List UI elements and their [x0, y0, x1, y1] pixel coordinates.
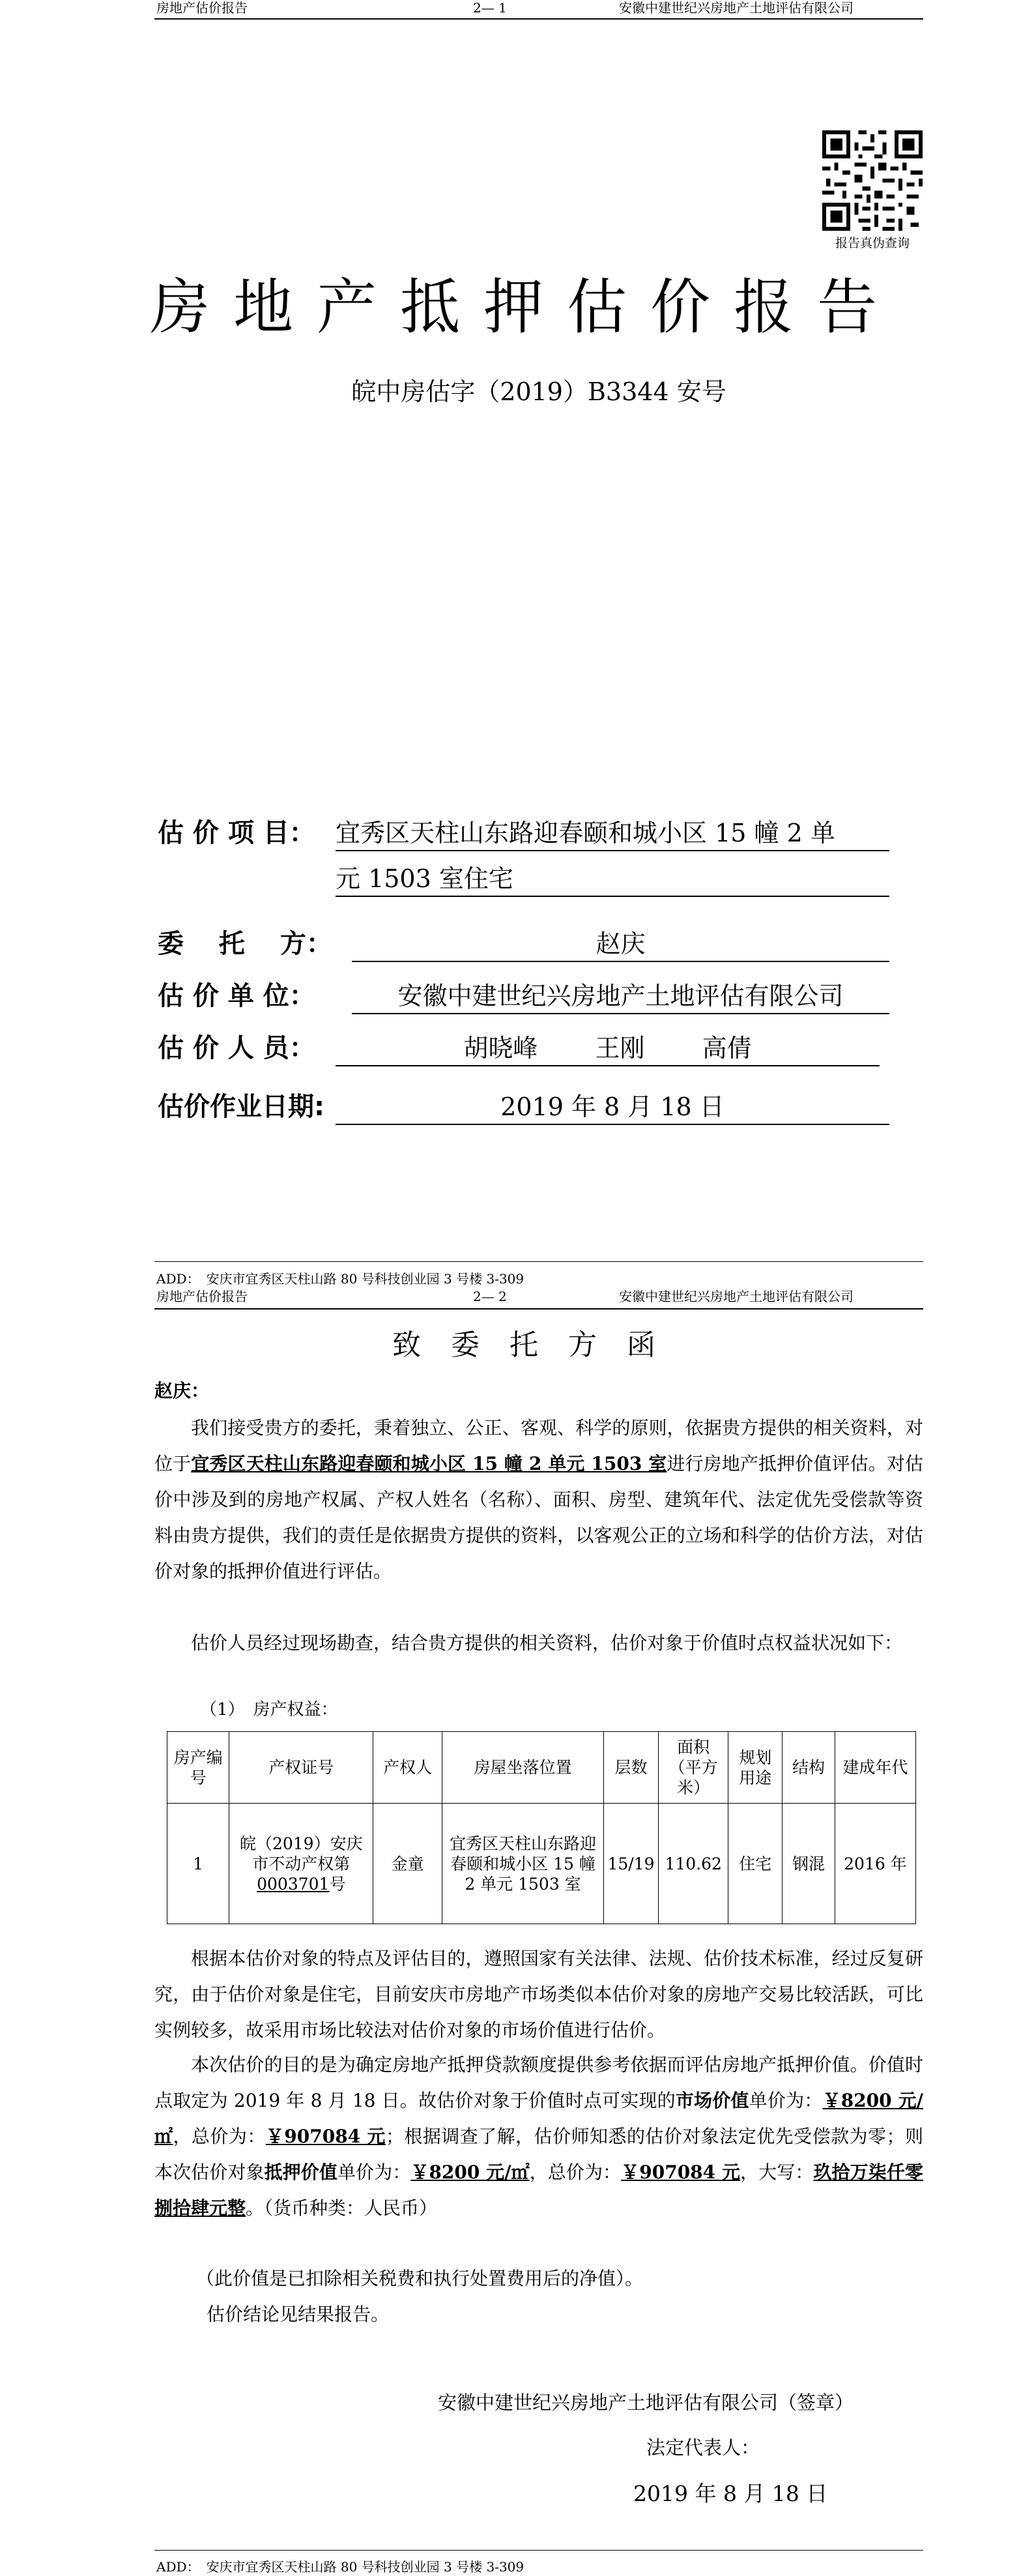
p1-text-b: 进行房地产抵押价值评估。对估价中涉及到的房地产权属、产权人姓名（名称）、面积、房型、建筑年代、法定优先受偿款等资料由贵方提供，我们的责任是依据贵方提供的资料，以客观公正的立场和科学的估价方法，对估价对象的抵押价值进行评估。 — [154, 1453, 923, 1582]
p4-mortgage-value: 抵押价值 — [264, 2161, 337, 2183]
p4-text-g: ，大写： — [740, 2161, 814, 2183]
signature-company: 安徽中建世纪兴房地产土地评估有限公司（签章） — [438, 2392, 854, 2414]
project-value-line1: 宜秀区天柱山东路迎春颐和城小区 15 幢 2 单 — [336, 816, 889, 851]
date-value: 2019 年 8 月 18 日 — [336, 1090, 889, 1125]
paragraph-1 — [154, 1410, 923, 1589]
p4-text-b: 单价为： — [749, 2090, 823, 2111]
th-area: 面积（平方米） — [658, 1732, 728, 1804]
client-label: 委 托 方： — [158, 929, 332, 959]
p1-address: 宜秀区天柱山东路迎春颐和城小区 15 幢 2 单元 1503 室 — [191, 1453, 667, 1474]
p1-text-a: 我们接受贵方的委托，秉着独立、公正、客观、科学的原则，依据贵方提供的相关资料，对位于 — [154, 1417, 923, 1474]
unit-label: 估 价 单 位： — [158, 981, 315, 1011]
report-title: 房地产抵押估价报告 — [150, 272, 901, 342]
th-floors: 层数 — [604, 1732, 659, 1804]
cell-location: 宜秀区天柱山东路迎春颐和城小区 15 幢 2 单元 1503 室 — [442, 1804, 603, 1924]
qr-caption: 报告真伪查询 — [835, 236, 910, 250]
th-owner: 产权人 — [373, 1732, 442, 1804]
salutation: 赵庆： — [154, 1380, 210, 1401]
project-label: 估 价 项 目： — [158, 818, 315, 848]
footer-rule — [154, 1261, 923, 1262]
field-project-label — [158, 816, 334, 850]
p4-market-value: 市场价值 — [675, 2090, 749, 2111]
cert-number: 0003701 — [257, 1874, 330, 1894]
paragraph-3: 根据本估价对象的特点及评估目的，遵照国家有关法律、法规、估价技术标准，经过反复研究，由于估价对象是住宅，目前安庆市房地产市场类似本估价对象的房地产交易比较活跃，可比实例较多，故采用市场比较法对估价对象的市场价值进行估价。 — [154, 1948, 923, 2041]
letter-title: 致委托方函 — [392, 1328, 685, 1362]
p4-text-c: ，总价为： — [173, 2126, 266, 2147]
p4-unit-price-2: ￥8200 元/㎡ — [410, 2161, 530, 2183]
p4-unit-price: ￥8200 元/㎡ — [154, 2090, 924, 2147]
th-structure: 结构 — [783, 1732, 835, 1804]
header-company: 安徽中建世纪兴房地产土地评估有限公司 — [619, 1289, 854, 1304]
header-page-number: 2— 1 — [473, 0, 507, 16]
report-number: 皖中房估字（2019）B3344 安号 — [351, 377, 726, 406]
cell-area: 110.62 — [658, 1804, 728, 1924]
th-no: 房产编号 — [167, 1732, 229, 1804]
property-table — [167, 1731, 916, 1924]
header-rule — [154, 18, 923, 20]
field-client — [158, 927, 334, 961]
cert-text-a: 皖（2019）安庆市不动产权第 — [239, 1834, 363, 1873]
field-date — [158, 1090, 334, 1124]
unit-value: 安徽中建世纪兴房地产土地评估有限公司 — [352, 979, 889, 1014]
p4-total: ￥907084 元 — [265, 2126, 386, 2147]
cell-cert — [229, 1804, 373, 1924]
paragraph-4 — [154, 2047, 923, 2226]
cell-floors: 15/19 — [604, 1804, 659, 1924]
qr-code-icon[interactable] — [822, 130, 923, 231]
field-appraisers — [158, 1031, 334, 1065]
table-header-row — [167, 1732, 916, 1804]
header-left: 房地产估价报告 — [156, 1289, 248, 1304]
signature-representative: 法定代表人： — [646, 2437, 760, 2459]
appraisers-value: 胡晓峰 王刚 高倩 — [336, 1031, 880, 1066]
footer-address: ADD： 安庆市宜秀区天柱山路 80 号科技创业园 3 号楼 3-309 — [156, 2559, 524, 2575]
th-cert: 产权证号 — [229, 1732, 373, 1804]
header-page-number: 2— 2 — [473, 1289, 507, 1304]
p4-text-f: ，总价为： — [529, 2161, 622, 2183]
appraisers-label: 估 价 人 员： — [158, 1033, 315, 1063]
cell-no: 1 — [167, 1804, 229, 1924]
p4-text-h: 。（货币种类：人民币） — [246, 2197, 438, 2219]
paragraph-6: 估价结论见结果报告。 — [207, 2304, 390, 2325]
footer-rule — [154, 2550, 923, 2551]
cell-year: 2016 年 — [835, 1804, 915, 1924]
header-left: 房地产估价报告 — [156, 0, 248, 16]
p4-amount-in-words: 玖拾万柒仟零捌拾肆元整 — [154, 2161, 923, 2219]
paragraph-2: 估价人员经过现场勘查，结合贵方提供的相关资料，估价对象于价值时点权益状况如下： — [191, 1632, 903, 1654]
date-label: 估价作业日期: — [158, 1092, 324, 1122]
client-value: 赵庆 — [352, 927, 889, 962]
header-company: 安徽中建世纪兴房地产土地评估有限公司 — [619, 0, 854, 16]
cell-structure: 钢混 — [783, 1804, 835, 1924]
subheading-rights: （1） 房产权益： — [200, 1700, 338, 1720]
paragraph-5: （此价值是已扣除相关税费和执行处置费用后的净值）。 — [196, 2268, 644, 2289]
signature-date: 2019 年 8 月 18 日 — [633, 2481, 828, 2506]
th-use: 规划用途 — [728, 1732, 783, 1804]
th-year: 建成年代 — [835, 1732, 915, 1804]
th-location: 房屋坐落位置 — [442, 1732, 603, 1804]
p4-text-a: 本次估价的目的是为确定房地产抵押贷款额度提供参考依据而评估房地产抵押价值。价值时点取定为 2019 年 8 月 18 日。故估价对象于价值时点可实现的 — [154, 2054, 923, 2111]
field-unit — [158, 979, 334, 1013]
cell-owner: 金童 — [373, 1804, 442, 1924]
cell-use: 住宅 — [728, 1804, 783, 1924]
table-row — [167, 1804, 916, 1924]
p4-text-e: 单价为： — [337, 2161, 411, 2183]
p4-total-2: ￥907084 元 — [621, 2161, 741, 2183]
header-rule — [154, 1308, 923, 1310]
cert-text-b: 号 — [329, 1874, 346, 1894]
p4-text-d: ；根据调查了解，估价师知悉的估价对象法定优先受偿款为零；则本次估价对象 — [154, 2126, 923, 2183]
footer-address: ADD： 安庆市宜秀区天柱山路 80 号科技创业园 3 号楼 3-309 — [156, 1271, 524, 1287]
project-value-line2: 元 1503 室住宅 — [336, 862, 889, 897]
